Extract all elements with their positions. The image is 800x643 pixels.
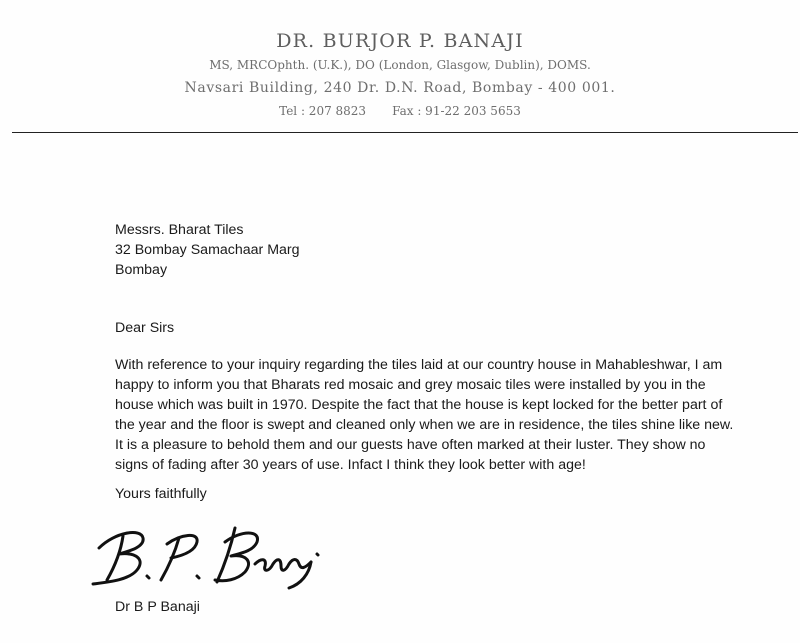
body-line: signs of fading after 30 years of use. Infact I think they look better with age! (115, 457, 586, 473)
letter-body (115, 355, 755, 475)
body-line: happy to inform you that Bharats red mosaic and grey mosaic tiles were installed by you in the (115, 377, 706, 393)
salutation: Dear Sirs (115, 320, 175, 336)
recipient-line: 32 Bombay Samachaar Marg (115, 242, 300, 258)
body-line: the year and the floor is swept and cleaned only when we are in residence, the tiles shine like new. (115, 417, 734, 433)
letterhead-contact (0, 104, 800, 118)
letterhead-qualifications: MS, MRCOphth. (U.K.), DO (London, Glasgow, Dublin), DOMS. (209, 58, 591, 72)
letterhead-divider (12, 132, 798, 133)
recipient-line: Messrs. Bharat Tiles (115, 222, 244, 238)
recipient-line: Bombay (115, 262, 168, 278)
closing: Yours faithfully (115, 486, 207, 502)
body-line: With reference to your inquiry regarding the tiles laid at our country house in Mahableshwar, I am (115, 357, 723, 373)
letterhead-name: DR. BURJOR P. BANAJI (276, 30, 524, 52)
recipient-address (115, 220, 300, 280)
letterhead-fax: Fax : 91-22 203 5653 (392, 104, 521, 118)
signer-name: Dr B P Banaji (115, 599, 200, 615)
letterhead-tel: Tel : 207 8823 (279, 104, 367, 118)
letterhead-address: Navsari Building, 240 Dr. D.N. Road, Bombay - 400 001. (184, 80, 616, 96)
signature-icon (85, 518, 355, 590)
body-line: It is a pleasure to behold them and our guests have often marked at their luster. They show no (115, 437, 706, 453)
body-line: house which was built in 1970. Despite the fact that the house is kept locked for the better part of (115, 397, 723, 413)
